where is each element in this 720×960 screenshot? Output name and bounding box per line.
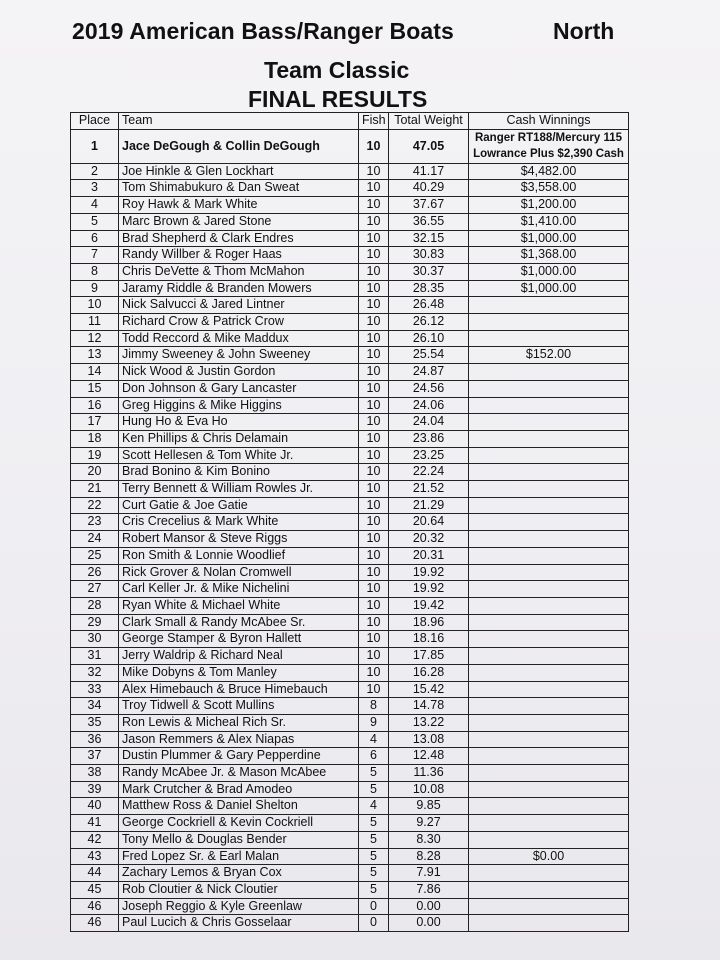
- cell-fish: 10: [359, 330, 389, 347]
- cell-place: 13: [71, 347, 119, 364]
- cell-fish: 10: [359, 664, 389, 681]
- table-row: [71, 497, 629, 514]
- column-header-team: Team: [119, 113, 359, 130]
- cell-fish: 10: [359, 364, 389, 381]
- cell-weight: 47.05: [389, 129, 469, 163]
- cell-place: 34: [71, 698, 119, 715]
- cell-place: 8: [71, 263, 119, 280]
- table-row: [71, 263, 629, 280]
- cell-cash: [469, 129, 629, 163]
- cell-cash: [469, 681, 629, 698]
- cell-cash: [469, 397, 629, 414]
- cell-place: 9: [71, 280, 119, 297]
- cell-fish: 10: [359, 129, 389, 163]
- cell-cash: [469, 781, 629, 798]
- table-row: [71, 781, 629, 798]
- cell-team: Carl Keller Jr. & Mike Nichelini: [119, 581, 359, 598]
- cell-team: Jerry Waldrip & Richard Neal: [119, 648, 359, 665]
- cell-fish: 10: [359, 564, 389, 581]
- cell-weight: 28.35: [389, 280, 469, 297]
- table-row: [71, 213, 629, 230]
- table-row: [71, 865, 629, 882]
- cell-weight: 25.54: [389, 347, 469, 364]
- cell-cash: [469, 464, 629, 481]
- cell-team: Curt Gatie & Joe Gatie: [119, 497, 359, 514]
- cell-team: Scott Hellesen & Tom White Jr.: [119, 447, 359, 464]
- cell-team: Randy Willber & Roger Haas: [119, 247, 359, 264]
- cell-weight: 36.55: [389, 213, 469, 230]
- cell-cash: $4,482.00: [469, 163, 629, 180]
- cell-fish: 9: [359, 714, 389, 731]
- cell-place: 2: [71, 163, 119, 180]
- cell-place: 32: [71, 664, 119, 681]
- cell-team: Jason Remmers & Alex Niapas: [119, 731, 359, 748]
- table-row: [71, 915, 629, 932]
- cell-fish: 10: [359, 681, 389, 698]
- cell-fish: 10: [359, 514, 389, 531]
- cell-fish: 10: [359, 397, 389, 414]
- cell-fish: 0: [359, 915, 389, 932]
- table-row: [71, 531, 629, 548]
- cell-team: Zachary Lemos & Bryan Cox: [119, 865, 359, 882]
- cell-weight: 0.00: [389, 898, 469, 915]
- cell-place: 15: [71, 380, 119, 397]
- cell-team: Marc Brown & Jared Stone: [119, 213, 359, 230]
- cell-fish: 10: [359, 347, 389, 364]
- cell-place: 7: [71, 247, 119, 264]
- cell-team: Chris DeVette & Thom McMahon: [119, 263, 359, 280]
- cell-fish: 10: [359, 263, 389, 280]
- cell-weight: 9.85: [389, 798, 469, 815]
- cell-team: Jimmy Sweeney & John Sweeney: [119, 347, 359, 364]
- table-row: [71, 748, 629, 765]
- cell-weight: 16.28: [389, 664, 469, 681]
- cell-fish: 10: [359, 648, 389, 665]
- cell-team: Greg Higgins & Mike Higgins: [119, 397, 359, 414]
- cell-cash: [469, 581, 629, 598]
- cell-cash: $1,000.00: [469, 263, 629, 280]
- cell-cash: [469, 731, 629, 748]
- cell-weight: 24.56: [389, 380, 469, 397]
- cell-team: Dustin Plummer & Gary Pepperdine: [119, 748, 359, 765]
- table-row: [71, 464, 629, 481]
- cell-place: 29: [71, 614, 119, 631]
- cell-fish: 10: [359, 597, 389, 614]
- cell-weight: 19.92: [389, 581, 469, 598]
- cell-place: 26: [71, 564, 119, 581]
- cell-place: 43: [71, 848, 119, 865]
- cell-cash: [469, 815, 629, 832]
- cell-weight: 21.29: [389, 497, 469, 514]
- cell-team: Tony Mello & Douglas Bender: [119, 831, 359, 848]
- cell-team: Rick Grover & Nolan Cromwell: [119, 564, 359, 581]
- cell-cash: $152.00: [469, 347, 629, 364]
- table-row: [71, 664, 629, 681]
- page-title-line3: FINAL RESULTS: [248, 86, 428, 112]
- cell-cash: [469, 414, 629, 431]
- cell-place: 41: [71, 815, 119, 832]
- cell-place: 38: [71, 765, 119, 782]
- cell-cash: [469, 648, 629, 665]
- table-row: [71, 364, 629, 381]
- cell-fish: 5: [359, 865, 389, 882]
- cell-weight: 20.31: [389, 547, 469, 564]
- table-row: [71, 698, 629, 715]
- table-row: [71, 848, 629, 865]
- table-row: [71, 380, 629, 397]
- cell-fish: 10: [359, 297, 389, 314]
- cell-place: 24: [71, 531, 119, 548]
- cell-place: 40: [71, 798, 119, 815]
- cell-weight: 24.87: [389, 364, 469, 381]
- table-row: [71, 314, 629, 331]
- cell-fish: 6: [359, 748, 389, 765]
- cell-weight: 11.36: [389, 765, 469, 782]
- cell-weight: 9.27: [389, 815, 469, 832]
- table-row: [71, 447, 629, 464]
- cell-cash: [469, 664, 629, 681]
- cell-cash: [469, 364, 629, 381]
- table-row: [71, 681, 629, 698]
- cell-cash: $1,368.00: [469, 247, 629, 264]
- cell-weight: 32.15: [389, 230, 469, 247]
- cell-cash: [469, 798, 629, 815]
- cell-fish: 5: [359, 881, 389, 898]
- table-row: [71, 163, 629, 180]
- table-row: [71, 898, 629, 915]
- cell-fish: 10: [359, 631, 389, 648]
- table-row: [71, 230, 629, 247]
- cell-fish: 10: [359, 380, 389, 397]
- cell-cash: $1,000.00: [469, 280, 629, 297]
- cell-cash: [469, 514, 629, 531]
- cell-weight: 23.86: [389, 430, 469, 447]
- column-header-fish: Fish: [359, 113, 389, 130]
- cell-place: 3: [71, 180, 119, 197]
- cell-weight: 26.12: [389, 314, 469, 331]
- cell-cash: [469, 898, 629, 915]
- cell-place: 20: [71, 464, 119, 481]
- cell-cash: [469, 765, 629, 782]
- cell-cash: [469, 481, 629, 498]
- cell-place: 6: [71, 230, 119, 247]
- cell-weight: 14.78: [389, 698, 469, 715]
- table-row: [71, 180, 629, 197]
- cell-weight: 40.29: [389, 180, 469, 197]
- cell-fish: 10: [359, 581, 389, 598]
- cell-weight: 13.08: [389, 731, 469, 748]
- table-row: [71, 881, 629, 898]
- cell-weight: 18.96: [389, 614, 469, 631]
- table-row-winner: [71, 129, 629, 163]
- cell-cash: [469, 447, 629, 464]
- cell-weight: 24.06: [389, 397, 469, 414]
- cell-weight: 12.48: [389, 748, 469, 765]
- cell-weight: 30.37: [389, 263, 469, 280]
- cell-team: Nick Wood & Justin Gordon: [119, 364, 359, 381]
- cell-team: Matthew Ross & Daniel Shelton: [119, 798, 359, 815]
- cell-cash: [469, 314, 629, 331]
- cell-place: 45: [71, 881, 119, 898]
- table-row: [71, 481, 629, 498]
- table-row: [71, 815, 629, 832]
- cell-team: Ken Phillips & Chris Delamain: [119, 430, 359, 447]
- cell-weight: 8.30: [389, 831, 469, 848]
- table-row: [71, 347, 629, 364]
- cell-weight: 30.83: [389, 247, 469, 264]
- cell-place: 31: [71, 648, 119, 665]
- cell-place: 27: [71, 581, 119, 598]
- cell-cash: [469, 881, 629, 898]
- cell-place: 33: [71, 681, 119, 698]
- cell-place: 16: [71, 397, 119, 414]
- cell-weight: 10.08: [389, 781, 469, 798]
- cell-team: Robert Mansor & Steve Riggs: [119, 531, 359, 548]
- cell-weight: 26.48: [389, 297, 469, 314]
- cell-weight: 20.64: [389, 514, 469, 531]
- table-row: [71, 631, 629, 648]
- cell-place: 12: [71, 330, 119, 347]
- cell-place: 1: [71, 129, 119, 163]
- cell-fish: 10: [359, 464, 389, 481]
- cell-team: Fred Lopez Sr. & Earl Malan: [119, 848, 359, 865]
- cell-weight: 17.85: [389, 648, 469, 665]
- cell-cash: [469, 831, 629, 848]
- cell-place: 22: [71, 497, 119, 514]
- table-row: [71, 297, 629, 314]
- table-row: [71, 714, 629, 731]
- table-row: [71, 798, 629, 815]
- cell-fish: 5: [359, 831, 389, 848]
- cell-cash: [469, 564, 629, 581]
- table-row: [71, 397, 629, 414]
- table-row: [71, 280, 629, 297]
- cell-cash: [469, 631, 629, 648]
- cell-fish: 5: [359, 815, 389, 832]
- table-row: [71, 581, 629, 598]
- cell-weight: 22.24: [389, 464, 469, 481]
- cell-cash: [469, 330, 629, 347]
- cell-cash: $0.00: [469, 848, 629, 865]
- cell-place: 37: [71, 748, 119, 765]
- table-row: [71, 547, 629, 564]
- cash-prize-line2: Lowrance Plus $2,390 Cash: [473, 148, 624, 161]
- table-row: [71, 831, 629, 848]
- cell-weight: 7.91: [389, 865, 469, 882]
- cell-fish: 5: [359, 781, 389, 798]
- cell-cash: [469, 497, 629, 514]
- cell-fish: 10: [359, 414, 389, 431]
- cell-weight: 18.16: [389, 631, 469, 648]
- cell-fish: 10: [359, 280, 389, 297]
- cell-place: 18: [71, 430, 119, 447]
- cell-team: Ron Lewis & Micheal Rich Sr.: [119, 714, 359, 731]
- cell-cash: [469, 865, 629, 882]
- cell-place: 30: [71, 631, 119, 648]
- table-row: [71, 614, 629, 631]
- cell-team: Terry Bennett & William Rowles Jr.: [119, 481, 359, 498]
- division-label: North: [553, 18, 615, 44]
- cell-fish: 10: [359, 547, 389, 564]
- cell-team: Clark Small & Randy McAbee Sr.: [119, 614, 359, 631]
- results-table: [70, 112, 629, 932]
- cell-fish: 4: [359, 731, 389, 748]
- page-title-line1: 2019 American Bass/Ranger Boats: [72, 18, 454, 44]
- cell-place: 42: [71, 831, 119, 848]
- table-row: [71, 597, 629, 614]
- cell-place: 10: [71, 297, 119, 314]
- cell-cash: [469, 547, 629, 564]
- cell-team: Ron Smith & Lonnie Woodlief: [119, 547, 359, 564]
- cell-team: Alex Himebauch & Bruce Himebauch: [119, 681, 359, 698]
- cell-weight: 7.86: [389, 881, 469, 898]
- cell-team: Todd Reccord & Mike Maddux: [119, 330, 359, 347]
- cell-team: Cris Crecelius & Mark White: [119, 514, 359, 531]
- cell-place: 23: [71, 514, 119, 531]
- cell-fish: 10: [359, 447, 389, 464]
- cell-team: Jace DeGough & Collin DeGough: [119, 129, 359, 163]
- cell-place: 35: [71, 714, 119, 731]
- cell-cash: $1,000.00: [469, 230, 629, 247]
- cell-weight: 19.42: [389, 597, 469, 614]
- cell-fish: 10: [359, 430, 389, 447]
- cell-cash: [469, 614, 629, 631]
- cell-cash: [469, 297, 629, 314]
- cell-place: 19: [71, 447, 119, 464]
- cell-place: 25: [71, 547, 119, 564]
- cell-fish: 0: [359, 898, 389, 915]
- table-row: [71, 564, 629, 581]
- table-row: [71, 330, 629, 347]
- cell-cash: [469, 748, 629, 765]
- table-header-row: [71, 113, 629, 130]
- cell-weight: 8.28: [389, 848, 469, 865]
- cell-place: 17: [71, 414, 119, 431]
- cell-weight: 21.52: [389, 481, 469, 498]
- cell-fish: 8: [359, 698, 389, 715]
- cell-place: 46: [71, 898, 119, 915]
- cell-place: 28: [71, 597, 119, 614]
- cell-fish: 10: [359, 481, 389, 498]
- cell-weight: 24.04: [389, 414, 469, 431]
- cell-team: Brad Shepherd & Clark Endres: [119, 230, 359, 247]
- cell-fish: 10: [359, 180, 389, 197]
- cell-weight: 26.10: [389, 330, 469, 347]
- cell-team: Don Johnson & Gary Lancaster: [119, 380, 359, 397]
- cell-fish: 10: [359, 213, 389, 230]
- cell-fish: 4: [359, 798, 389, 815]
- cell-place: 5: [71, 213, 119, 230]
- cell-fish: 10: [359, 497, 389, 514]
- cell-place: 39: [71, 781, 119, 798]
- cell-fish: 10: [359, 531, 389, 548]
- cell-weight: 19.92: [389, 564, 469, 581]
- cell-team: Paul Lucich & Chris Gosselaar: [119, 915, 359, 932]
- cell-weight: 15.42: [389, 681, 469, 698]
- cell-place: 44: [71, 865, 119, 882]
- table-row: [71, 514, 629, 531]
- cell-team: Tom Shimabukuro & Dan Sweat: [119, 180, 359, 197]
- cell-fish: 10: [359, 163, 389, 180]
- table-row: [71, 731, 629, 748]
- cell-weight: 23.25: [389, 447, 469, 464]
- cell-cash: [469, 714, 629, 731]
- page-title-line2: Team Classic: [264, 57, 410, 83]
- cell-team: Hung Ho & Eva Ho: [119, 414, 359, 431]
- cell-place: 11: [71, 314, 119, 331]
- cash-prize-line1: Ranger RT188/Mercury 115: [474, 132, 623, 145]
- cell-place: 14: [71, 364, 119, 381]
- column-header-place: Place: [71, 113, 119, 130]
- cell-weight: 41.17: [389, 163, 469, 180]
- cell-fish: 5: [359, 848, 389, 865]
- cell-team: Joe Hinkle & Glen Lockhart: [119, 163, 359, 180]
- cell-fish: 10: [359, 247, 389, 264]
- cell-weight: 0.00: [389, 915, 469, 932]
- cell-place: 21: [71, 481, 119, 498]
- cell-team: Joseph Reggio & Kyle Greenlaw: [119, 898, 359, 915]
- table-row: [71, 414, 629, 431]
- cell-fish: 10: [359, 614, 389, 631]
- cell-cash: [469, 915, 629, 932]
- cell-place: 46: [71, 915, 119, 932]
- cell-weight: 13.22: [389, 714, 469, 731]
- cell-cash: [469, 597, 629, 614]
- cell-place: 4: [71, 197, 119, 214]
- cell-cash: $3,558.00: [469, 180, 629, 197]
- cell-cash: $1,200.00: [469, 197, 629, 214]
- cell-weight: 20.32: [389, 531, 469, 548]
- cell-cash: [469, 380, 629, 397]
- cell-team: Nick Salvucci & Jared Lintner: [119, 297, 359, 314]
- cell-fish: 10: [359, 230, 389, 247]
- cell-team: Jaramy Riddle & Branden Mowers: [119, 280, 359, 297]
- cell-team: Roy Hawk & Mark White: [119, 197, 359, 214]
- cell-team: George Cockriell & Kevin Cockriell: [119, 815, 359, 832]
- table-row: [71, 247, 629, 264]
- cell-fish: 10: [359, 314, 389, 331]
- cell-team: Troy Tidwell & Scott Mullins: [119, 698, 359, 715]
- cell-fish: 10: [359, 197, 389, 214]
- cell-team: George Stamper & Byron Hallett: [119, 631, 359, 648]
- cell-team: Randy McAbee Jr. & Mason McAbee: [119, 765, 359, 782]
- table-row: [71, 765, 629, 782]
- cell-team: Mark Crutcher & Brad Amodeo: [119, 781, 359, 798]
- table-row: [71, 648, 629, 665]
- cell-place: 36: [71, 731, 119, 748]
- cell-cash: [469, 531, 629, 548]
- cell-team: Brad Bonino & Kim Bonino: [119, 464, 359, 481]
- cell-team: Richard Crow & Patrick Crow: [119, 314, 359, 331]
- cell-team: Mike Dobyns & Tom Manley: [119, 664, 359, 681]
- column-header-cash: Cash Winnings: [469, 113, 629, 130]
- cell-cash: [469, 430, 629, 447]
- cell-fish: 5: [359, 765, 389, 782]
- table-row: [71, 430, 629, 447]
- cell-cash: $1,410.00: [469, 213, 629, 230]
- cell-team: Ryan White & Michael White: [119, 597, 359, 614]
- cell-cash: [469, 698, 629, 715]
- cell-team: Rob Cloutier & Nick Cloutier: [119, 881, 359, 898]
- column-header-weight: Total Weight: [389, 113, 469, 130]
- table-row: [71, 197, 629, 214]
- cell-weight: 37.67: [389, 197, 469, 214]
